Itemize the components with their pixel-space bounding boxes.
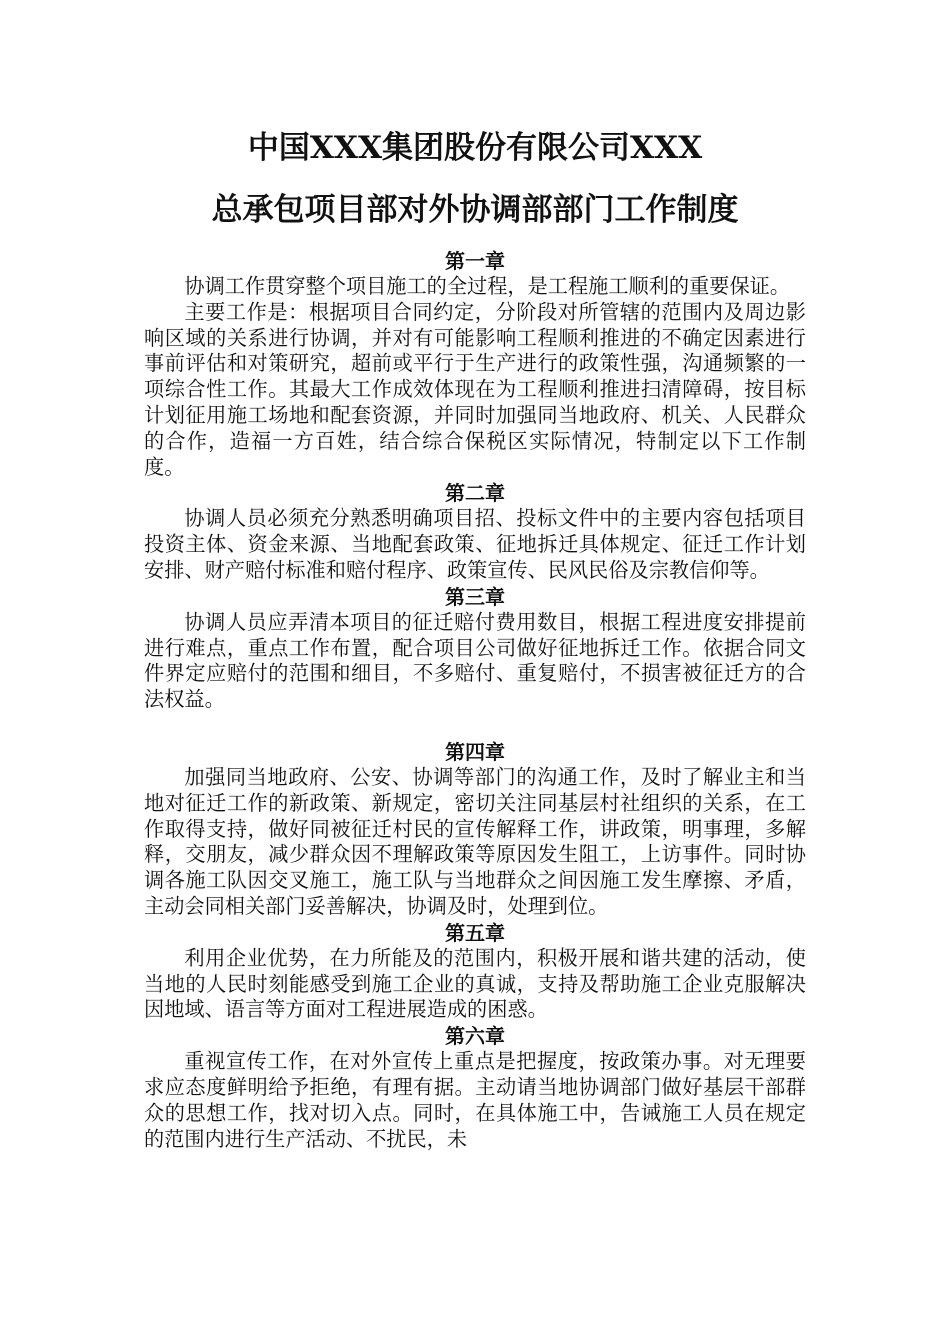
chapter-1-paragraph-1: 协调工作贯穿整个项目施工的全过程，是工程施工顺利的重要保证。 — [184, 274, 791, 298]
document-title-line-1: 中国XXX集团股份有限公司XXX — [247, 130, 703, 166]
chapter-1-heading: 第一章 — [445, 249, 505, 273]
chapter-4-paragraph-1: 加强同当地政府、公安、协调等部门的沟通工作，及时了解业主和当地对征迁工作的新政策、新规定，密切关注同基层村社组织的关系，在工作取得支持，做好同被征迁村民的宣传解释工作，讲政策，明事理，多解释，交朋友，减少群众因不理解政策等原因发生阻工，上访事件。同时协调各施工队因交叉施工，施工队与当地群众之间因施工发生摩擦、矛盾，主动会同相关部门妥善解决，协调及时，处理到位。 — [144, 764, 806, 918]
chapter-5-paragraph-1: 利用企业优势，在力所能及的范围内，积极开展和谐共建的活动，使当地的人民时刻能感受到施工企业的真诚，支持及帮助施工企业克服解决因地域、语言等方面对工程进展造成的困惑。 — [144, 945, 806, 1022]
chapter-4-heading: 第四章 — [445, 739, 505, 764]
chapter-3-paragraph-1: 协调人员应弄清本项目的征迁赔付费用数目，根据工程进度安排提前进行难点，重点工作布置，配合项目公司做好征地拆迁工作。依据合同文件界定应赔付的范围和细目，不多赔付、重复赔付，不损害被征迁方的合法权益。 — [144, 609, 806, 712]
chapter-6-heading: 第六章 — [445, 1024, 505, 1049]
blank-line — [144, 713, 806, 739]
chapter-2-heading: 第二章 — [445, 481, 505, 506]
document-title-line-2: 总承包项目部对外协调部部门工作制度 — [211, 192, 739, 228]
document-page — [144, 118, 806, 1152]
chapter-5-heading: 第五章 — [445, 920, 505, 945]
chapter-6-paragraph-1: 重视宣传工作，在对外宣传上重点是把握度，按政策办事。对无理要求应态度鲜明给予拒绝，有理有据。主动请当地协调部门做好基层干部群众的思想工作，找对切入点。同时，在具体施工中，告诫施工人员在规定的范围内进行生产活动、不扰民，未 — [144, 1049, 806, 1151]
chapter-3-heading: 第三章 — [445, 584, 505, 609]
chapter-2-paragraph-1: 协调人员必须充分熟悉明确项目招、投标文件中的主要内容包括项目投资主体、资金来源、当地配套政策、征地拆迁具体规定、征迁工作计划安排、财产赔付标准和赔付程序、政策宣传、民风民俗及宗教信仰等。 — [144, 506, 806, 582]
chapter-1-paragraph-2: 主要工作是：根据项目合同约定，分阶段对所管辖的范围内及周边影响区域的关系进行协调，并对有可能影响工程顺利推进的不确定因素进行事前评估和对策研究，超前或平行于生产进行的政策性强，沟通频繁的一项综合性工作。其最大工作成效体现在为工程顺利推进扫清障碍，按目标计划征用施工场地和配套资源，并同时加强同当地政府、机关、人民群众的合作，造福一方百姓，结合综合保税区实际情况，特制定以下工作制度。 — [144, 299, 806, 479]
